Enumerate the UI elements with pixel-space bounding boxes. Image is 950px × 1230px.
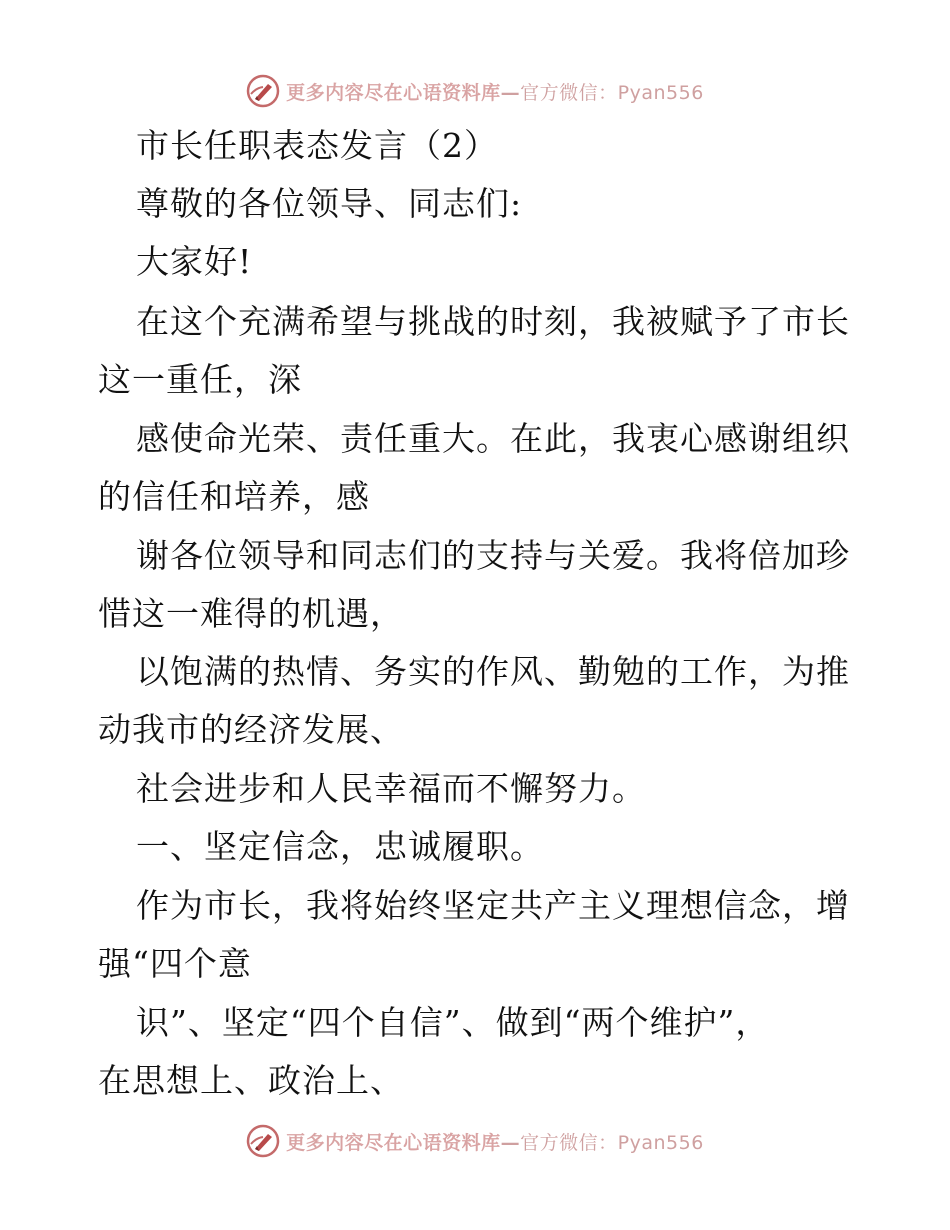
paragraph-line: 在这个充满希望与挑战的时刻，我被赋予了市长 — [136, 302, 850, 341]
document-title: 市长任职表态发言（2） — [136, 126, 498, 165]
paragraph-line: 惜这一难得的机遇， — [98, 594, 404, 633]
watermark-brand: 更多内容尽在心语资料库 — [286, 81, 501, 104]
paragraph-line: 动我市的经济发展、 — [98, 710, 404, 749]
quill-pen-logo-icon — [246, 74, 280, 108]
paragraph-line: 这一重任，深 — [98, 360, 302, 399]
watermark-wechat: 官方微信：Pyan556 — [520, 1131, 704, 1154]
salutation: 尊敬的各位领导、同志们: — [136, 184, 523, 223]
watermark-text — [286, 78, 704, 105]
watermark-separator: — — [500, 1131, 521, 1154]
watermark-text — [286, 1128, 704, 1155]
watermark-wechat: 官方微信：Pyan556 — [520, 81, 704, 104]
watermark-separator: — — [500, 81, 521, 104]
paragraph-line: 在思想上、政治上、 — [98, 1061, 404, 1100]
paragraph-line: 强“四个意 — [98, 944, 252, 983]
greeting: 大家好! — [136, 242, 253, 281]
paragraph-line: 社会进步和人民幸福而不懈努力。 — [136, 769, 646, 808]
quill-pen-logo-icon — [246, 1124, 280, 1158]
paragraph-line: 谢各位领导和同志们的支持与关爱。我将倍加珍 — [136, 536, 850, 575]
header-watermark — [0, 71, 950, 111]
paragraph-line: 的信任和培养，感 — [98, 477, 370, 516]
section-heading: 一、坚定信念，忠诚履职。 — [136, 827, 544, 866]
paragraph-line: 以饱满的热情、务实的作风、勤勉的工作，为推 — [136, 652, 850, 691]
paragraph-line: 作为市长，我将始终坚定共产主义理想信念，增 — [136, 886, 850, 925]
paragraph-line: 感使命光荣、责任重大。在此，我衷心感谢组织 — [136, 419, 850, 458]
watermark-brand: 更多内容尽在心语资料库 — [286, 1131, 501, 1154]
footer-watermark — [0, 1121, 950, 1161]
paragraph-line: 识”、坚定“四个自信”、做到“两个维护”， — [136, 1003, 770, 1042]
